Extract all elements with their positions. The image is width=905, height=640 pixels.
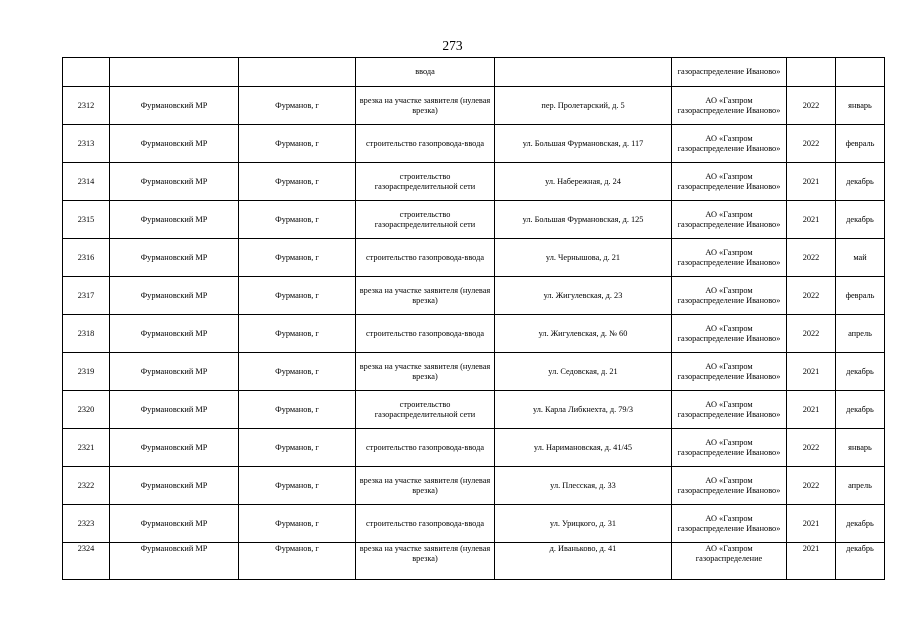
cell-month: декабрь xyxy=(836,353,885,391)
cell-month: май xyxy=(836,239,885,277)
cell-organization: АО «Газпром газораспределение Иваново» xyxy=(672,505,787,543)
cell-settlement: Фурманов, г xyxy=(239,353,356,391)
cell-number xyxy=(63,58,110,87)
cell-month: декабрь xyxy=(836,163,885,201)
cell-year: 2021 xyxy=(787,391,836,429)
cell-year: 2021 xyxy=(787,353,836,391)
cell-year: 2022 xyxy=(787,429,836,467)
cell-municipality: Фурмановский МР xyxy=(110,543,239,580)
cell-address xyxy=(495,58,672,87)
cell-number: 2315 xyxy=(63,201,110,239)
cell-work-type: строительство газопровода-ввода xyxy=(356,429,495,467)
cell-organization: АО «Газпром газораспределение Иваново» xyxy=(672,429,787,467)
cell-year: 2022 xyxy=(787,315,836,353)
cell-address: ул. Карла Либкнехта, д. 79/3 xyxy=(495,391,672,429)
table-row xyxy=(63,201,885,239)
cell-year: 2022 xyxy=(787,277,836,315)
cell-municipality: Фурмановский МР xyxy=(110,429,239,467)
cell-work-type: врезка на участке заявителя (нулевая врезка) xyxy=(356,467,495,505)
cell-address: пер. Пролетарский, д. 5 xyxy=(495,87,672,125)
cell-settlement: Фурманов, г xyxy=(239,239,356,277)
cell-work-type: строительство газораспределительной сети xyxy=(356,391,495,429)
table-row xyxy=(63,239,885,277)
table-row xyxy=(63,353,885,391)
table-row xyxy=(63,315,885,353)
cell-settlement: Фурманов, г xyxy=(239,467,356,505)
cell-settlement: Фурманов, г xyxy=(239,201,356,239)
table-row xyxy=(63,391,885,429)
table-row xyxy=(63,87,885,125)
cell-number: 2319 xyxy=(63,353,110,391)
cell-address: ул. Седовская, д. 21 xyxy=(495,353,672,391)
cell-month: январь xyxy=(836,429,885,467)
cell-month: декабрь xyxy=(836,543,885,580)
cell-work-type: строительство газопровода-ввода xyxy=(356,505,495,543)
cell-organization: АО «Газпром газораспределение Иваново» xyxy=(672,125,787,163)
cell-organization: газораспределение Иваново» xyxy=(672,58,787,87)
cell-address: ул. Наримановская, д. 41/45 xyxy=(495,429,672,467)
cell-settlement: Фурманов, г xyxy=(239,543,356,580)
cell-organization: АО «Газпром газораспределение Иваново» xyxy=(672,87,787,125)
cell-work-type: ввода xyxy=(356,58,495,87)
table-row xyxy=(63,505,885,543)
cell-month: апрель xyxy=(836,315,885,353)
cell-year: 2021 xyxy=(787,201,836,239)
cell-settlement: Фурманов, г xyxy=(239,391,356,429)
cell-number: 2318 xyxy=(63,315,110,353)
cell-municipality: Фурмановский МР xyxy=(110,125,239,163)
cell-address: ул. Чернышова, д. 21 xyxy=(495,239,672,277)
cell-month: январь xyxy=(836,87,885,125)
cell-number: 2314 xyxy=(63,163,110,201)
cell-month: декабрь xyxy=(836,505,885,543)
cell-municipality: Фурмановский МР xyxy=(110,163,239,201)
cell-settlement: Фурманов, г xyxy=(239,429,356,467)
table-row xyxy=(63,125,885,163)
cell-organization: АО «Газпром газораспределение Иваново» xyxy=(672,201,787,239)
cell-settlement: Фурманов, г xyxy=(239,277,356,315)
cell-settlement: Фурманов, г xyxy=(239,505,356,543)
cell-number: 2316 xyxy=(63,239,110,277)
cell-work-type: строительство газораспределительной сети xyxy=(356,201,495,239)
cell-address: ул. Жигулевская, д. № 60 xyxy=(495,315,672,353)
cell-municipality: Фурмановский МР xyxy=(110,467,239,505)
cell-work-type: строительство газопровода-ввода xyxy=(356,239,495,277)
table-row xyxy=(63,429,885,467)
cell-municipality: Фурмановский МР xyxy=(110,277,239,315)
cell-address: ул. Урицкого, д. 31 xyxy=(495,505,672,543)
cell-year xyxy=(787,58,836,87)
cell-number: 2324 xyxy=(63,543,110,580)
cell-settlement: Фурманов, г xyxy=(239,315,356,353)
cell-organization: АО «Газпром газораспределение Иваново» xyxy=(672,353,787,391)
cell-work-type: врезка на участке заявителя (нулевая врезка) xyxy=(356,87,495,125)
cell-work-type: врезка на участке заявителя (нулевая врезка) xyxy=(356,353,495,391)
cell-address: ул. Большая Фурмановская, д. 117 xyxy=(495,125,672,163)
cell-work-type: строительство газопровода-ввода xyxy=(356,315,495,353)
cell-settlement: Фурманов, г xyxy=(239,163,356,201)
cell-number: 2312 xyxy=(63,87,110,125)
cell-month: декабрь xyxy=(836,391,885,429)
cell-number: 2321 xyxy=(63,429,110,467)
cell-municipality: Фурмановский МР xyxy=(110,315,239,353)
cell-work-type: врезка на участке заявителя (нулевая врезка) xyxy=(356,543,495,580)
cell-municipality: Фурмановский МР xyxy=(110,353,239,391)
cell-number: 2317 xyxy=(63,277,110,315)
cell-work-type: врезка на участке заявителя (нулевая врезка) xyxy=(356,277,495,315)
cell-address: ул. Жигулевская, д. 23 xyxy=(495,277,672,315)
cell-work-type: строительство газопровода-ввода xyxy=(356,125,495,163)
cell-month: апрель xyxy=(836,467,885,505)
cell-number: 2313 xyxy=(63,125,110,163)
table-row xyxy=(63,467,885,505)
cell-municipality: Фурмановский МР xyxy=(110,239,239,277)
cell-month: февраль xyxy=(836,125,885,163)
cell-organization: АО «Газпром газораспределение Иваново» xyxy=(672,239,787,277)
cell-municipality xyxy=(110,58,239,87)
cell-municipality: Фурмановский МР xyxy=(110,87,239,125)
page-number: 273 xyxy=(442,38,463,53)
cell-address: ул. Большая Фурмановская, д. 125 xyxy=(495,201,672,239)
cell-settlement: Фурманов, г xyxy=(239,125,356,163)
cell-year: 2022 xyxy=(787,467,836,505)
cell-month: декабрь xyxy=(836,201,885,239)
cell-year: 2022 xyxy=(787,87,836,125)
cell-address: д. Иваньково, д. 41 xyxy=(495,543,672,580)
cell-number: 2322 xyxy=(63,467,110,505)
cell-settlement: Фурманов, г xyxy=(239,87,356,125)
cell-year: 2022 xyxy=(787,239,836,277)
table-row-partial xyxy=(63,58,885,87)
cell-municipality: Фурмановский МР xyxy=(110,201,239,239)
cell-year: 2021 xyxy=(787,543,836,580)
cell-organization: АО «Газпром газораспределение xyxy=(672,543,787,580)
cell-year: 2021 xyxy=(787,505,836,543)
cell-address: ул. Плесская, д. 33 xyxy=(495,467,672,505)
cell-organization: АО «Газпром газораспределение Иваново» xyxy=(672,277,787,315)
cell-year: 2021 xyxy=(787,163,836,201)
cell-number: 2320 xyxy=(63,391,110,429)
cell-organization: АО «Газпром газораспределение Иваново» xyxy=(672,163,787,201)
cell-organization: АО «Газпром газораспределение Иваново» xyxy=(672,467,787,505)
table-row xyxy=(63,277,885,315)
cell-month: февраль xyxy=(836,277,885,315)
cell-address: ул. Набережная, д. 24 xyxy=(495,163,672,201)
cell-month xyxy=(836,58,885,87)
table-row xyxy=(63,163,885,201)
cell-year: 2022 xyxy=(787,125,836,163)
cell-municipality: Фурмановский МР xyxy=(110,505,239,543)
cell-organization: АО «Газпром газораспределение Иваново» xyxy=(672,391,787,429)
cell-number: 2323 xyxy=(63,505,110,543)
cell-municipality: Фурмановский МР xyxy=(110,391,239,429)
table xyxy=(62,57,885,580)
cell-settlement xyxy=(239,58,356,87)
cell-organization: АО «Газпром газораспределение Иваново» xyxy=(672,315,787,353)
table-row xyxy=(63,543,885,580)
gasification-table xyxy=(62,57,875,580)
cell-work-type: строительство газораспределительной сети xyxy=(356,163,495,201)
